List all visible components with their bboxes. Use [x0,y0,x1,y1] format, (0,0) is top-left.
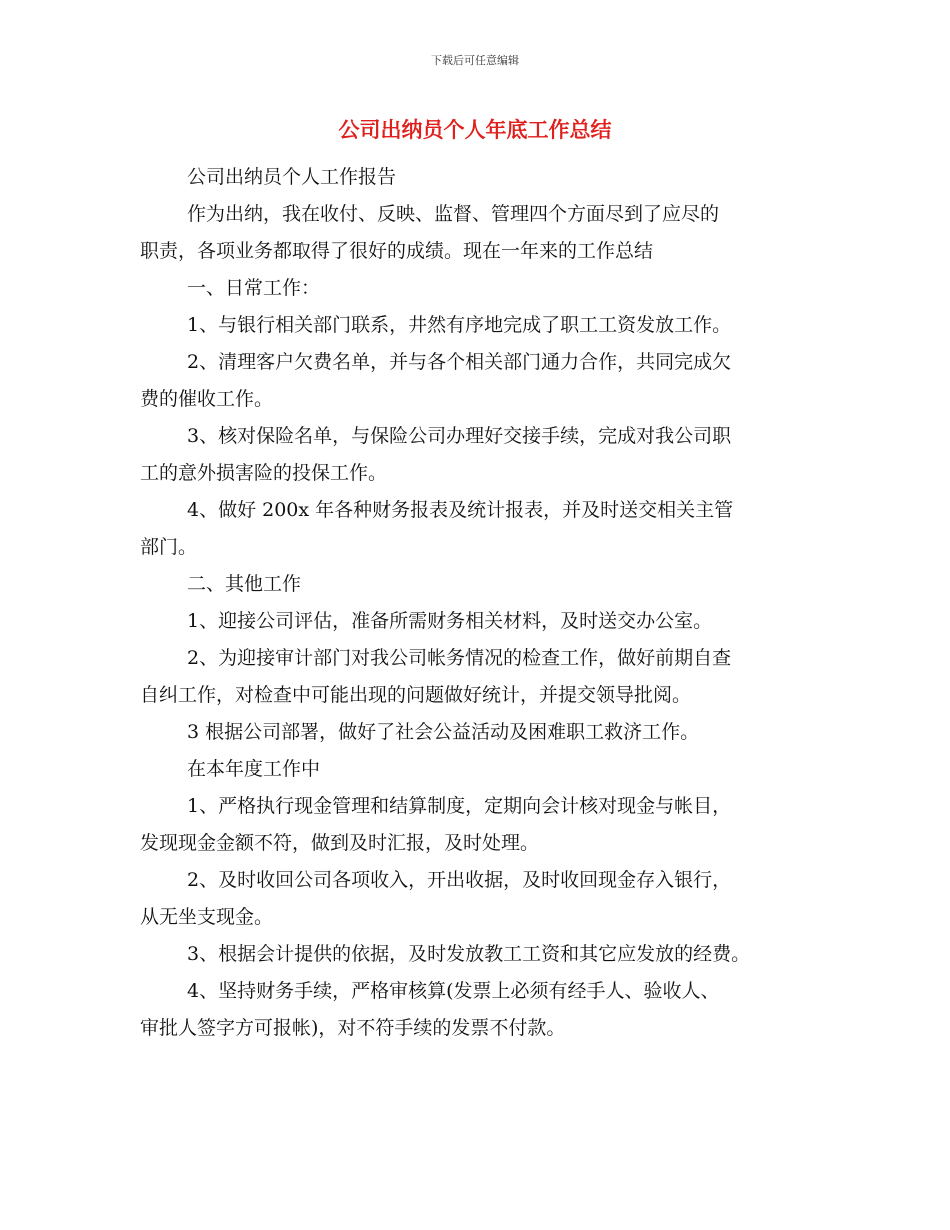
section-heading-other-work [140,566,840,603]
paragraph-line: 自纠工作，对检查中可能出现的问题做好统计，并提交领导批阅。 [140,684,692,706]
paragraph-line: 1、与银行相关部门联系，井然有序地完成了职工工资发放工作。 [187,314,732,336]
paragraph-line: 在本年度工作中 [187,758,321,780]
paragraph-line: 审批人签字方可报帐)，对不符手续的发票不付款。 [140,1017,566,1039]
paragraph-line: 4、坚持财务手续，严格审核算(发票上必须有经手人、验收人、 [187,980,720,1002]
list-item [140,714,840,751]
paragraph-line: 发现现金金额不符，做到及时汇报，及时处理。 [140,832,540,854]
paragraph-report-heading [140,159,840,196]
section-heading-daily-work [140,270,840,307]
paragraph-line: 1、迎接公司评估，准备所需财务相关材料，及时送交办公室。 [187,610,713,632]
paragraph-line: 2、为迎接审计部门对我公司帐务情况的检查工作，做好前期自查 [187,647,732,669]
list-item [140,936,840,973]
paragraph-line: 部门。 [140,536,198,558]
section-heading-this-year [140,751,840,788]
paragraph-line: 2、清理客户欠费名单，并与各个相关部门通力合作，共同完成欠 [187,351,732,373]
list-item [140,973,840,1047]
paragraph-line: 作为出纳，我在收付、反映、监督、管理四个方面尽到了应尽的 [187,203,720,225]
document-body [140,159,840,1047]
document-title: 公司出纳员个人年底工作总结 [338,118,612,142]
paragraph-line: 1、严格执行现金管理和结算制度，定期向会计核对现金与帐目， [187,795,732,817]
paragraph-line: 3 根据公司部署，做好了社会公益活动及困难职工救济工作。 [187,721,700,743]
header-note: 下载后可任意编辑 [431,54,519,67]
list-item [140,492,840,566]
list-item [140,307,840,344]
paragraph-line: 2、及时收回公司各项收入，开出收据，及时收回现金存入银行， [187,869,732,891]
paragraph-line: 3、根据会计提供的依据，及时发放教工工资和其它应发放的经费。 [187,943,751,965]
paragraph-line: 二、其他工作 [187,573,302,595]
paragraph-line: 从无坐支现金。 [140,906,274,928]
paragraph-line: 3、核对保险名单，与保险公司办理好交接手续，完成对我公司职 [187,425,732,447]
paragraph-line: 工的意外损害险的投保工作。 [140,462,388,484]
paragraph-line: 一、日常工作： [187,277,321,299]
list-item [140,862,840,936]
list-item [140,344,840,418]
paragraph-line: 费的催收工作。 [140,388,274,410]
list-item [140,603,840,640]
paragraph-intro [140,196,840,270]
list-item [140,788,840,862]
paragraph-line: 4、做好 200x 年各种财务报表及统计报表，并及时送交相关主管 [187,499,734,521]
list-item [140,640,840,714]
list-item [140,418,840,492]
paragraph-line: 公司出纳员个人工作报告 [187,166,397,188]
paragraph-line: 职责，各项业务都取得了很好的成绩。现在一年来的工作总结 [140,240,654,262]
